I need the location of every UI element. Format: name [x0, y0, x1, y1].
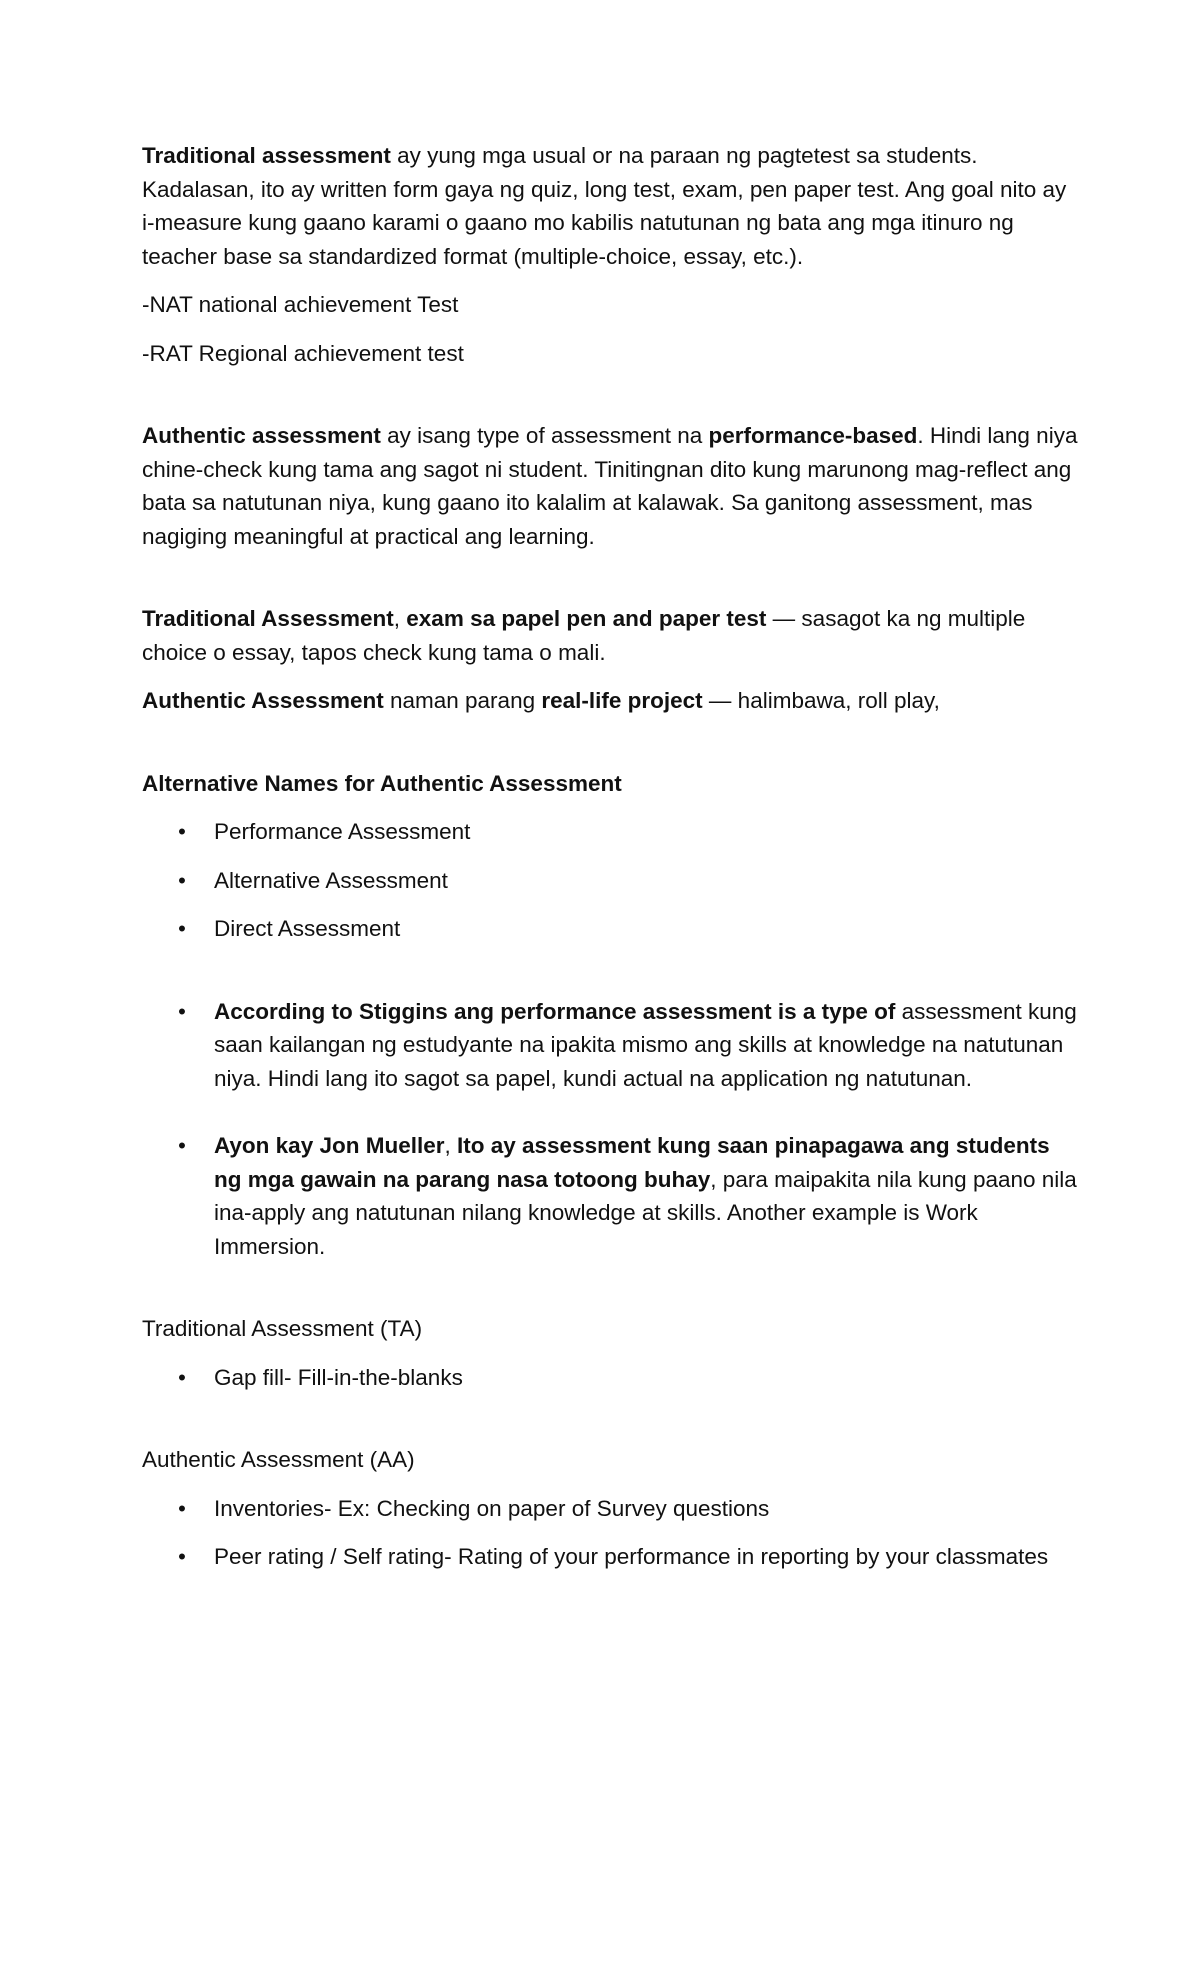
bold-term: exam sa papel pen and paper test — [406, 606, 767, 631]
traditional-comparison-paragraph — [142, 602, 1080, 669]
bullet-icon — [176, 912, 188, 946]
aa-list — [142, 1492, 1080, 1574]
list-item — [142, 912, 1080, 946]
bold-term: Ito ay assessment kung saan pinapagawa ang students ng mga gawain na parang nasa totoong buhay — [214, 1133, 1050, 1192]
stiggins-definition — [142, 995, 1080, 1096]
bold-term: Authentic assessment — [142, 423, 381, 448]
authentic-comparison-paragraph — [142, 684, 1080, 718]
bold-term: Ayon kay Jon Mueller — [214, 1133, 445, 1158]
bullet-icon — [176, 1129, 188, 1163]
heading-text: Alternative Names for Authentic Assessment — [142, 770, 622, 796]
ta-heading: Traditional Assessment (TA) — [142, 1316, 423, 1341]
list-item — [142, 815, 1080, 849]
bold-term: real-life project — [541, 688, 703, 713]
document-page — [142, 139, 1080, 1589]
paragraph-text: — halimbawa, roll play, — [702, 688, 940, 713]
alternative-names-list — [142, 815, 1080, 946]
ta-list — [142, 1361, 1080, 1395]
list-item-text: Gap fill- Fill-in-the-blanks — [214, 1364, 463, 1390]
list-item-text: Performance Assessment — [214, 819, 471, 844]
bold-term: Traditional assessment — [142, 143, 391, 168]
list-item-text: Inventories- Ex: Checking on paper of Survey questions — [214, 1495, 770, 1521]
list-item — [142, 1361, 1080, 1395]
bullet-icon — [176, 995, 188, 1029]
bullet-icon — [176, 815, 188, 849]
list-item — [142, 1492, 1080, 1526]
paragraph-text: . Hindi lang niya chine-check kung tama ang sagot ni student. Tinitingnan dito kung marunong mag-reflect ang bata sa natutunan niya, kung gaano ito kalalim at kalawak. Sa ganitong assessment, mas nagiging meaningful at practical ang learning. — [142, 423, 1078, 549]
paragraph-text: , — [444, 1133, 457, 1158]
nat-line: -NAT national achievement Test — [142, 292, 459, 317]
bullet-icon — [176, 1540, 188, 1574]
list-item — [142, 864, 1080, 898]
alternative-names-heading — [142, 767, 1080, 801]
mueller-definition — [142, 1129, 1080, 1263]
list-item — [142, 1540, 1080, 1574]
rat-line: -RAT Regional achievement test — [142, 340, 464, 366]
bullet-icon — [176, 1492, 188, 1526]
aa-heading: Authentic Assessment (AA) — [142, 1447, 415, 1472]
bold-term: According to Stiggins ang performance assessment is a type of — [214, 998, 896, 1024]
definitions-list — [142, 995, 1080, 1264]
bold-term: Traditional Assessment — [142, 606, 394, 631]
traditional-assessment-paragraph — [142, 139, 1080, 273]
paragraph-text: ay isang type of assessment na — [380, 423, 709, 448]
paragraph-text: ay yung mga usual or na paraan ng pagtetest sa students. Kadalasan, ito ay written form gaya ng quiz, long test, exam, pen paper test. Ang goal nito ay i-measure kung gaano karami o gaano mo kabilis natutunan ng bata ang mga itinuro ng teacher base sa standardized format (multiple-choice, essay, etc.). — [142, 143, 1067, 269]
list-item-text: Alternative Assessment — [214, 867, 448, 893]
paragraph-text: — sasagot ka ng multiple choice o essay, tapos check kung tama o mali. — [142, 606, 1026, 665]
paragraph-text: naman parang — [383, 688, 542, 713]
paragraph-text: assessment kung saan kailangan ng estudyante na ipakita mismo ang skills at knowledge na natutunan niya. Hindi lang ito sagot sa papel, kundi actual na application ng natutunan. — [214, 998, 1077, 1091]
list-item-text: Peer rating / Self rating- Rating of your performance in reporting by your classmates — [214, 1544, 1049, 1569]
paragraph-text: , para maipakita nila kung paano nila ina-apply ang natutunan nilang knowledge at skills. Another example is Work Immersion. — [214, 1166, 1077, 1259]
bullet-icon — [176, 864, 188, 898]
authentic-assessment-paragraph — [142, 419, 1080, 553]
bold-term: Authentic Assessment — [142, 688, 384, 713]
bold-term: performance-based — [708, 423, 918, 448]
bullet-icon — [176, 1361, 188, 1395]
list-item-text: Direct Assessment — [214, 916, 401, 941]
paragraph-text: , — [393, 606, 407, 631]
